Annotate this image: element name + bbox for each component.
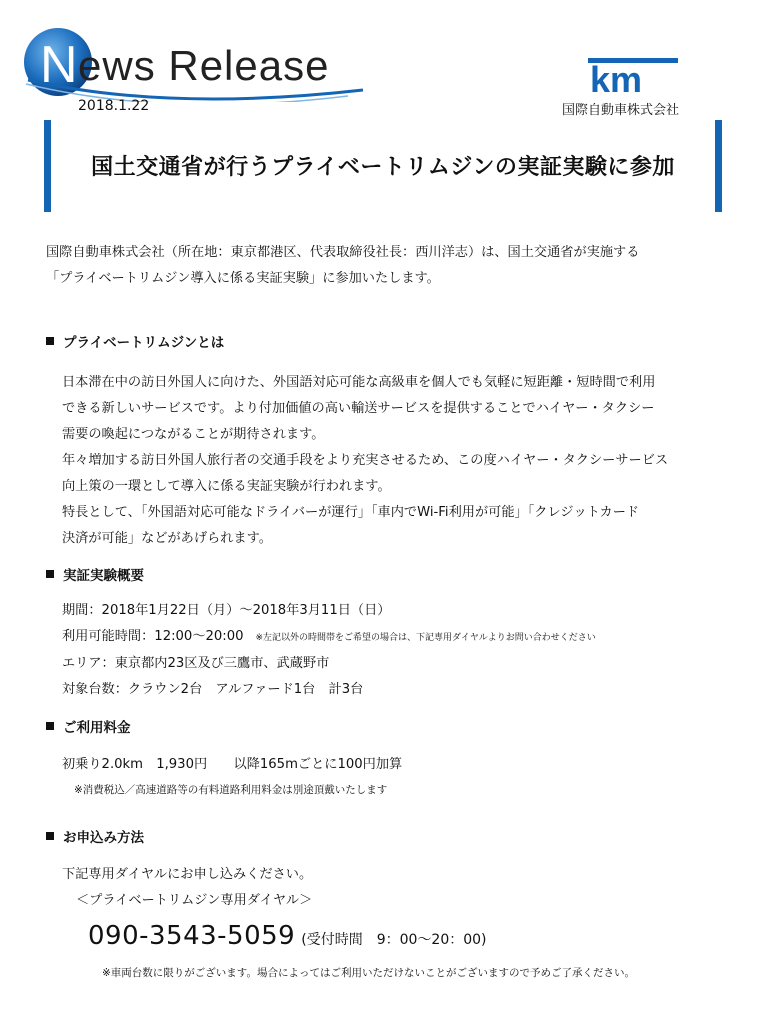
about-line: 特長として、「外国語対応可能なドライバーが運行」「車内でWi-Fi利用が可能」「クレジットカード (62, 505, 640, 520)
news-release-logo (18, 20, 368, 102)
bullet-square-icon (46, 722, 54, 730)
section-heading-fee: ご利用料金 (46, 716, 131, 736)
section-heading-overview: 実証実験概要 (46, 564, 144, 584)
fee-line: 初乗り2.0km 1,930円 以降165mごとに100円加算 (62, 757, 403, 772)
overview-period: 期間：2018年1月22日（月）～2018年3月11日（日） (62, 603, 391, 618)
phone-number[interactable]: 090-3543-5059 (88, 921, 296, 951)
about-paragraph (62, 370, 742, 552)
svg-text:km: km (590, 59, 643, 98)
overview-hours-row (62, 624, 742, 651)
apply-line: 下記専用ダイヤルにお申し込みください。 (62, 867, 313, 882)
bullet-square-icon (46, 832, 54, 840)
svg-text:N: N (40, 36, 78, 94)
about-line: 向上策の一環として導入に係る実証実験が行われます。 (62, 479, 391, 494)
release-date: 2018.1.22 (78, 98, 150, 114)
overview-hours: 利用可能時間：12:00～20:00 (62, 629, 244, 644)
news-release-text: ews Release (78, 42, 330, 89)
bullet-square-icon (46, 337, 54, 345)
about-line: 年々増加する訪日外国人旅行者の交通手段をより充実させるため、この度ハイヤー・タクシーサービス (62, 453, 669, 468)
bullet-square-icon (46, 570, 54, 578)
about-line: 日本滞在中の訪日外国人に向けた、外国語対応可能な高級車を個人でも気軽に短距離・短時間で利用 (62, 375, 656, 390)
about-line: 需要の喚起につながることが期待されます。 (62, 427, 325, 442)
km-logo-icon (588, 58, 678, 98)
overview-paragraph (62, 598, 742, 703)
overview-area: エリア：東京都内23区及び三鷹市、武蔵野市 (62, 656, 330, 671)
fee-note: ※消費税込／高速道路等の有料道路利用料金は別途頂戴いたします (74, 784, 388, 796)
vehicle-limit-note: ※車両台数に限りがございます。場合によってはご利用いただけないことがございますので予めご了承ください。 (102, 967, 635, 979)
phone-row (88, 921, 487, 951)
section-heading-apply: お申込み方法 (46, 826, 144, 846)
overview-vehicles: 対象台数：クラウン2台 アルファード1台 計3台 (62, 682, 364, 697)
section-heading-about: プライベートリムジンとは (46, 331, 224, 351)
apply-dial-label: ＜プライベートリムジン専用ダイヤル＞ (76, 893, 313, 908)
intro-paragraph (46, 240, 726, 292)
news-release-logo-graphic (18, 20, 368, 102)
intro-line: 国際自動車株式会社（所在地：東京都港区、代表取締役社長：西川洋志）は、国土交通省が実施する (46, 245, 640, 260)
phone-hours: (受付時間 9：00～20：00) (301, 932, 487, 948)
company-logo (588, 58, 678, 98)
company-name: 国際自動車株式会社 (562, 103, 680, 118)
title-accent-left (44, 120, 51, 212)
title-accent-right (715, 120, 722, 212)
page-title: 国土交通省が行うプライベートリムジンの実証実験に参加 (91, 155, 675, 180)
intro-line: 「プライベートリムジン導入に係る実証実験」に参加いたします。 (46, 271, 440, 286)
overview-hours-note: ※左記以外の時間帯をご希望の場合は、下記専用ダイヤルよりお問い合わせください (255, 633, 596, 643)
about-line: できる新しいサービスです。より付加価値の高い輸送サービスを提供することでハイヤー・タクシー (62, 401, 655, 416)
about-line: 決済が可能」などがあげられます。 (62, 531, 272, 546)
